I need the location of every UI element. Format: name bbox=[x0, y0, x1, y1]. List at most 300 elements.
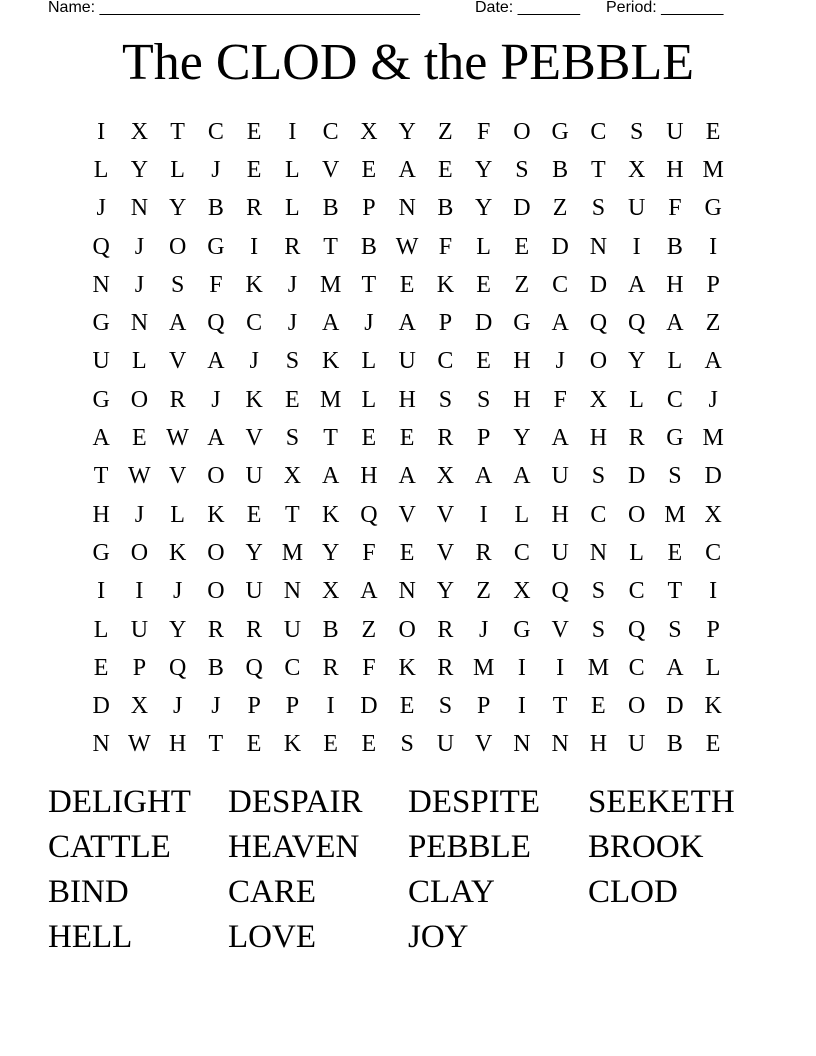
grid-letter: A bbox=[513, 463, 531, 490]
grid-letter: D bbox=[627, 463, 646, 490]
worksheet-header bbox=[0, 0, 816, 20]
grid-letter: X bbox=[627, 156, 646, 183]
grid-letter: U bbox=[627, 195, 646, 222]
grid-letter: U bbox=[551, 539, 569, 566]
grid-letter: X bbox=[436, 463, 455, 490]
grid-letter: I bbox=[97, 578, 106, 605]
grid-letter: I bbox=[517, 693, 526, 720]
grid-letter: T bbox=[170, 118, 185, 145]
grid-letter: T bbox=[361, 271, 377, 298]
grid-letter: U bbox=[666, 118, 684, 145]
grid-letter: R bbox=[437, 425, 454, 452]
grid-letter: F bbox=[362, 539, 376, 566]
grid-letter: K bbox=[245, 271, 263, 298]
period-field: Period: _______ bbox=[606, 0, 724, 16]
grid-letter: K bbox=[398, 654, 416, 681]
grid-letter: G bbox=[513, 310, 531, 337]
grid-letter: X bbox=[283, 463, 302, 490]
grid-letter: U bbox=[551, 463, 569, 490]
word-bank-item: CATTLE bbox=[48, 829, 171, 865]
grid-letter: D bbox=[704, 463, 722, 490]
grid-letter: C bbox=[666, 386, 683, 413]
grid-letter: L bbox=[514, 501, 530, 528]
grid-letter: E bbox=[361, 156, 377, 183]
grid-letter: O bbox=[589, 348, 608, 375]
grid-letter: V bbox=[168, 463, 187, 490]
grid-letter: R bbox=[322, 654, 339, 681]
grid-letter: A bbox=[207, 348, 225, 375]
grid-letter: A bbox=[666, 654, 684, 681]
grid-letter: Q bbox=[589, 310, 608, 337]
grid-letter: X bbox=[321, 578, 340, 605]
grid-letter: K bbox=[436, 271, 455, 298]
grid-letter: L bbox=[629, 386, 644, 413]
date-field: Date: _______ bbox=[475, 0, 580, 16]
grid-letter: A bbox=[627, 271, 646, 298]
word-bank-item: JOY bbox=[408, 919, 469, 955]
word-search-grid bbox=[82, 113, 732, 764]
grid-letter: Q bbox=[207, 310, 225, 337]
grid-letter: I bbox=[97, 118, 106, 145]
grid-letter: U bbox=[627, 731, 646, 758]
grid-letter: K bbox=[704, 693, 722, 720]
grid-letter: D bbox=[551, 233, 569, 260]
grid-letter: B bbox=[666, 731, 683, 758]
grid-letter: S bbox=[515, 156, 529, 183]
grid-letter: X bbox=[704, 501, 722, 528]
grid-letter: C bbox=[628, 578, 645, 605]
grid-letter: E bbox=[246, 156, 262, 183]
grid-letter: I bbox=[479, 501, 488, 528]
grid-letter: O bbox=[130, 539, 149, 566]
grid-letter: O bbox=[207, 463, 225, 490]
grid-letter: F bbox=[668, 195, 682, 222]
grid-letter: L bbox=[361, 386, 377, 413]
grid-letter: A bbox=[321, 310, 340, 337]
grid-letter: H bbox=[513, 348, 531, 375]
grid-letter: R bbox=[628, 425, 645, 452]
grid-letter: G bbox=[92, 386, 110, 413]
grid-letter: P bbox=[247, 693, 261, 720]
grid-letter: M bbox=[319, 386, 342, 413]
grid-letter: M bbox=[587, 654, 610, 681]
grid-letter: J bbox=[708, 386, 718, 413]
grid-letter: E bbox=[476, 348, 491, 375]
grid-letter: J bbox=[134, 271, 145, 298]
grid-letter: W bbox=[395, 233, 419, 260]
grid-letter: U bbox=[398, 348, 416, 375]
grid-letter: J bbox=[96, 195, 106, 222]
grid-letter: J bbox=[478, 616, 489, 643]
grid-letter: E bbox=[361, 731, 377, 758]
grid-letter: T bbox=[591, 156, 606, 183]
grid-letter: T bbox=[323, 425, 338, 452]
word-bank-item: HEAVEN bbox=[228, 829, 360, 865]
grid-letter: B bbox=[322, 195, 339, 222]
grid-letter: L bbox=[285, 156, 300, 183]
grid-letter: Y bbox=[245, 539, 263, 566]
grid-letter: Z bbox=[476, 578, 491, 605]
grid-letter: P bbox=[706, 616, 720, 643]
grid-letter: U bbox=[92, 348, 110, 375]
grid-letter: S bbox=[591, 195, 606, 222]
grid-letter: E bbox=[361, 425, 377, 452]
grid-letter: U bbox=[245, 578, 263, 605]
grid-letter: J bbox=[555, 348, 565, 375]
grid-letter: J bbox=[134, 233, 145, 260]
grid-letter: Q bbox=[627, 616, 646, 643]
grid-letter: H bbox=[513, 386, 531, 413]
grid-letter: V bbox=[436, 501, 455, 528]
grid-letter: L bbox=[285, 195, 300, 222]
grid-letter: C bbox=[513, 539, 530, 566]
grid-letter: Y bbox=[130, 156, 149, 183]
grid-letter: N bbox=[589, 539, 608, 566]
grid-letter: Y bbox=[321, 539, 340, 566]
grid-letter: C bbox=[590, 501, 607, 528]
grid-letter: J bbox=[287, 271, 298, 298]
grid-letter: A bbox=[398, 156, 416, 183]
grid-letter: E bbox=[399, 271, 415, 298]
grid-letter: V bbox=[321, 156, 340, 183]
grid-letter: E bbox=[246, 731, 262, 758]
grid-letter: P bbox=[362, 195, 376, 222]
grid-letter: H bbox=[360, 463, 378, 490]
grid-letter: L bbox=[132, 348, 147, 375]
grid-letter: J bbox=[287, 310, 298, 337]
grid-letter: N bbox=[130, 310, 149, 337]
grid-letter: F bbox=[438, 233, 453, 260]
grid-letter: M bbox=[664, 501, 686, 528]
grid-letter: Y bbox=[627, 348, 646, 375]
grid-letter: I bbox=[517, 654, 526, 681]
grid-letter: S bbox=[285, 348, 300, 375]
word-bank-item: SEEKETH bbox=[588, 784, 735, 820]
grid-letter: E bbox=[667, 539, 683, 566]
grid-letter: S bbox=[591, 616, 606, 643]
grid-letter: U bbox=[130, 616, 149, 643]
grid-letter: E bbox=[246, 501, 262, 528]
grid-letter: P bbox=[132, 654, 147, 681]
grid-letter: Z bbox=[361, 616, 377, 643]
grid-letter: Q bbox=[551, 578, 569, 605]
grid-letter: B bbox=[360, 233, 377, 260]
grid-letter: X bbox=[589, 386, 608, 413]
grid-letter: S bbox=[591, 578, 606, 605]
grid-letter: V bbox=[398, 501, 416, 528]
grid-letter: N bbox=[551, 731, 569, 758]
grid-letter: Q bbox=[168, 654, 187, 681]
grid-letter: I bbox=[288, 118, 297, 145]
grid-letter: D bbox=[92, 693, 110, 720]
word-bank-item: CLAY bbox=[408, 874, 495, 910]
grid-letter: J bbox=[134, 501, 145, 528]
grid-letter: C bbox=[628, 654, 645, 681]
grid-letter: P bbox=[476, 425, 491, 452]
grid-letter: C bbox=[207, 118, 224, 145]
grid-letter: V bbox=[245, 425, 263, 452]
grid-letter: N bbox=[513, 731, 531, 758]
grid-letter: B bbox=[207, 654, 224, 681]
grid-letter: V bbox=[474, 731, 493, 758]
grid-letter: Q bbox=[627, 310, 646, 337]
grid-letter: O bbox=[627, 501, 646, 528]
word-bank-item: CARE bbox=[228, 874, 317, 910]
grid-letter: G bbox=[704, 195, 722, 222]
grid-letter: E bbox=[285, 386, 300, 413]
grid-letter: Q bbox=[360, 501, 378, 528]
grid-letter: Z bbox=[552, 195, 568, 222]
grid-letter: J bbox=[211, 156, 221, 183]
grid-letter: C bbox=[246, 310, 263, 337]
grid-letter: A bbox=[704, 348, 722, 375]
grid-letter: Y bbox=[474, 156, 493, 183]
grid-letter: E bbox=[438, 156, 453, 183]
grid-letter: T bbox=[285, 501, 300, 528]
grid-letter: J bbox=[172, 693, 183, 720]
grid-letter: O bbox=[398, 616, 416, 643]
page-title: The CLOD & the PEBBLE bbox=[122, 34, 694, 91]
grid-letter: W bbox=[166, 425, 189, 452]
grid-letter: K bbox=[168, 539, 187, 566]
grid-letter: V bbox=[551, 616, 569, 643]
grid-letter: B bbox=[437, 195, 454, 222]
grid-letter: K bbox=[245, 386, 263, 413]
grid-letter: X bbox=[130, 693, 149, 720]
grid-letter: G bbox=[551, 118, 569, 145]
grid-letter: E bbox=[93, 654, 109, 681]
grid-letter: X bbox=[360, 118, 378, 145]
grid-letter: B bbox=[207, 195, 224, 222]
grid-letter: U bbox=[436, 731, 455, 758]
word-bank-item: DESPITE bbox=[408, 784, 540, 820]
grid-letter: I bbox=[250, 233, 259, 260]
grid-letter: M bbox=[702, 156, 724, 183]
grid-letter: O bbox=[207, 578, 225, 605]
grid-letter: E bbox=[591, 693, 606, 720]
grid-letter: L bbox=[705, 654, 721, 681]
grid-letter: P bbox=[285, 693, 300, 720]
grid-letter: P bbox=[438, 310, 453, 337]
grid-letter: E bbox=[323, 731, 338, 758]
grid-letter: A bbox=[551, 425, 569, 452]
grid-letter: U bbox=[283, 616, 302, 643]
grid-letter: N bbox=[92, 731, 110, 758]
grid-letter: I bbox=[326, 693, 335, 720]
grid-letter: D bbox=[513, 195, 531, 222]
grid-letter: S bbox=[400, 731, 414, 758]
grid-letter: Z bbox=[705, 310, 721, 337]
grid-letter: H bbox=[551, 501, 569, 528]
grid-letter: F bbox=[209, 271, 223, 298]
grid-letter: H bbox=[589, 731, 608, 758]
grid-letter: A bbox=[321, 463, 340, 490]
grid-letter: W bbox=[128, 463, 151, 490]
grid-letter: I bbox=[709, 578, 718, 605]
grid-letter: M bbox=[472, 654, 495, 681]
grid-letter: L bbox=[93, 616, 109, 643]
grid-letter: Z bbox=[438, 118, 453, 145]
grid-letter: H bbox=[666, 156, 684, 183]
grid-letter: R bbox=[169, 386, 186, 413]
grid-letter: T bbox=[323, 233, 338, 260]
grid-letter: S bbox=[668, 463, 682, 490]
grid-letter: C bbox=[437, 348, 454, 375]
grid-letter: R bbox=[437, 616, 454, 643]
grid-letter: Z bbox=[514, 271, 530, 298]
grid-letter: J bbox=[172, 578, 183, 605]
grid-letter: G bbox=[207, 233, 225, 260]
grid-letter: L bbox=[170, 156, 185, 183]
grid-letter: C bbox=[590, 118, 607, 145]
grid-letter: S bbox=[285, 425, 300, 452]
grid-letter: R bbox=[246, 195, 263, 222]
grid-letter: I bbox=[632, 233, 641, 260]
grid-letter: E bbox=[705, 118, 721, 145]
grid-letter: N bbox=[398, 578, 416, 605]
grid-letter: U bbox=[245, 463, 263, 490]
grid-letter: O bbox=[130, 386, 149, 413]
grid-letter: F bbox=[362, 654, 376, 681]
grid-letter: X bbox=[513, 578, 531, 605]
grid-letter: C bbox=[322, 118, 339, 145]
grid-letter: A bbox=[551, 310, 569, 337]
grid-letter: V bbox=[436, 539, 455, 566]
grid-letter: L bbox=[667, 348, 683, 375]
word-bank-item: BIND bbox=[48, 874, 129, 910]
grid-letter: E bbox=[399, 539, 415, 566]
grid-letter: R bbox=[437, 654, 454, 681]
grid-letter: S bbox=[438, 693, 453, 720]
word-bank-item: BROOK bbox=[588, 829, 704, 865]
grid-letter: Y bbox=[513, 425, 531, 452]
grid-letter: S bbox=[591, 463, 606, 490]
grid-letter: E bbox=[476, 271, 491, 298]
grid-letter: Q bbox=[92, 233, 110, 260]
grid-letter: R bbox=[207, 616, 224, 643]
grid-letter: B bbox=[666, 233, 683, 260]
grid-letter: A bbox=[207, 425, 225, 452]
grid-letter: E bbox=[705, 731, 721, 758]
grid-letter: N bbox=[398, 195, 416, 222]
grid-letter: I bbox=[135, 578, 144, 605]
grid-letter: D bbox=[360, 693, 378, 720]
grid-letter: E bbox=[514, 233, 530, 260]
grid-letter: Y bbox=[168, 616, 187, 643]
grid-letter: C bbox=[552, 271, 569, 298]
grid-letter: M bbox=[319, 271, 342, 298]
grid-letter: V bbox=[168, 348, 187, 375]
grid-letter: K bbox=[321, 501, 340, 528]
grid-letter: R bbox=[475, 539, 492, 566]
grid-letter: I bbox=[556, 654, 565, 681]
grid-letter: J bbox=[211, 693, 221, 720]
grid-letter: G bbox=[513, 616, 531, 643]
grid-letter: S bbox=[476, 386, 491, 413]
grid-letter: N bbox=[92, 271, 110, 298]
grid-letter: N bbox=[589, 233, 608, 260]
word-bank-item: LOVE bbox=[228, 919, 316, 955]
grid-letter: M bbox=[702, 425, 724, 452]
grid-letter: C bbox=[284, 654, 301, 681]
grid-letter: O bbox=[168, 233, 187, 260]
word-bank-item: HELL bbox=[48, 919, 133, 955]
grid-letter: D bbox=[666, 693, 684, 720]
grid-letter: N bbox=[130, 195, 149, 222]
grid-letter: Y bbox=[168, 195, 187, 222]
grid-letter: G bbox=[666, 425, 684, 452]
grid-letter: T bbox=[93, 463, 109, 490]
grid-letter: Y bbox=[474, 195, 493, 222]
word-bank-item: DELIGHT bbox=[48, 784, 191, 820]
grid-letter: E bbox=[399, 425, 415, 452]
grid-letter: B bbox=[552, 156, 569, 183]
grid-letter: L bbox=[476, 233, 491, 260]
grid-letter: D bbox=[474, 310, 493, 337]
grid-letter: E bbox=[132, 425, 147, 452]
grid-letter: P bbox=[476, 693, 491, 720]
grid-letter: C bbox=[705, 539, 722, 566]
grid-letter: L bbox=[361, 348, 377, 375]
grid-letter: Y bbox=[398, 118, 416, 145]
grid-letter: F bbox=[476, 118, 491, 145]
grid-letter: A bbox=[398, 463, 416, 490]
grid-letter: W bbox=[128, 731, 151, 758]
grid-letter: E bbox=[399, 693, 415, 720]
grid-letter: A bbox=[474, 463, 493, 490]
word-bank bbox=[48, 780, 768, 960]
grid-letter: H bbox=[398, 386, 416, 413]
grid-letter: M bbox=[281, 539, 304, 566]
grid-letter: T bbox=[667, 578, 683, 605]
grid-letter: L bbox=[170, 501, 185, 528]
grid-letter: A bbox=[666, 310, 684, 337]
grid-letter: N bbox=[283, 578, 302, 605]
grid-letter: A bbox=[398, 310, 416, 337]
grid-letter: I bbox=[709, 233, 718, 260]
grid-letter: P bbox=[706, 271, 720, 298]
grid-letter: O bbox=[627, 693, 646, 720]
grid-letter: B bbox=[322, 616, 339, 643]
grid-letter: R bbox=[246, 616, 263, 643]
word-bank-item: PEBBLE bbox=[408, 829, 531, 865]
grid-letter: A bbox=[360, 578, 378, 605]
grid-letter: H bbox=[92, 501, 110, 528]
grid-letter: S bbox=[668, 616, 682, 643]
grid-letter: K bbox=[321, 348, 340, 375]
grid-letter: H bbox=[589, 425, 608, 452]
grid-letter: J bbox=[249, 348, 259, 375]
grid-letter: T bbox=[552, 693, 568, 720]
grid-letter: A bbox=[92, 425, 110, 452]
grid-letter: S bbox=[170, 271, 185, 298]
name-field: Name: ____________________________________ bbox=[48, 0, 420, 16]
grid-letter: O bbox=[207, 539, 225, 566]
grid-letter: J bbox=[211, 386, 221, 413]
grid-letter: S bbox=[629, 118, 644, 145]
grid-letter: A bbox=[168, 310, 187, 337]
grid-letter: E bbox=[246, 118, 262, 145]
grid-letter: X bbox=[130, 118, 149, 145]
grid-letter: K bbox=[283, 731, 302, 758]
grid-letter: S bbox=[438, 386, 453, 413]
word-bank-item: CLOD bbox=[588, 874, 678, 910]
grid-letter: L bbox=[93, 156, 109, 183]
grid-letter: Y bbox=[436, 578, 455, 605]
grid-letter: T bbox=[208, 731, 224, 758]
grid-letter: F bbox=[553, 386, 567, 413]
word-bank-item: DESPAIR bbox=[228, 784, 363, 820]
